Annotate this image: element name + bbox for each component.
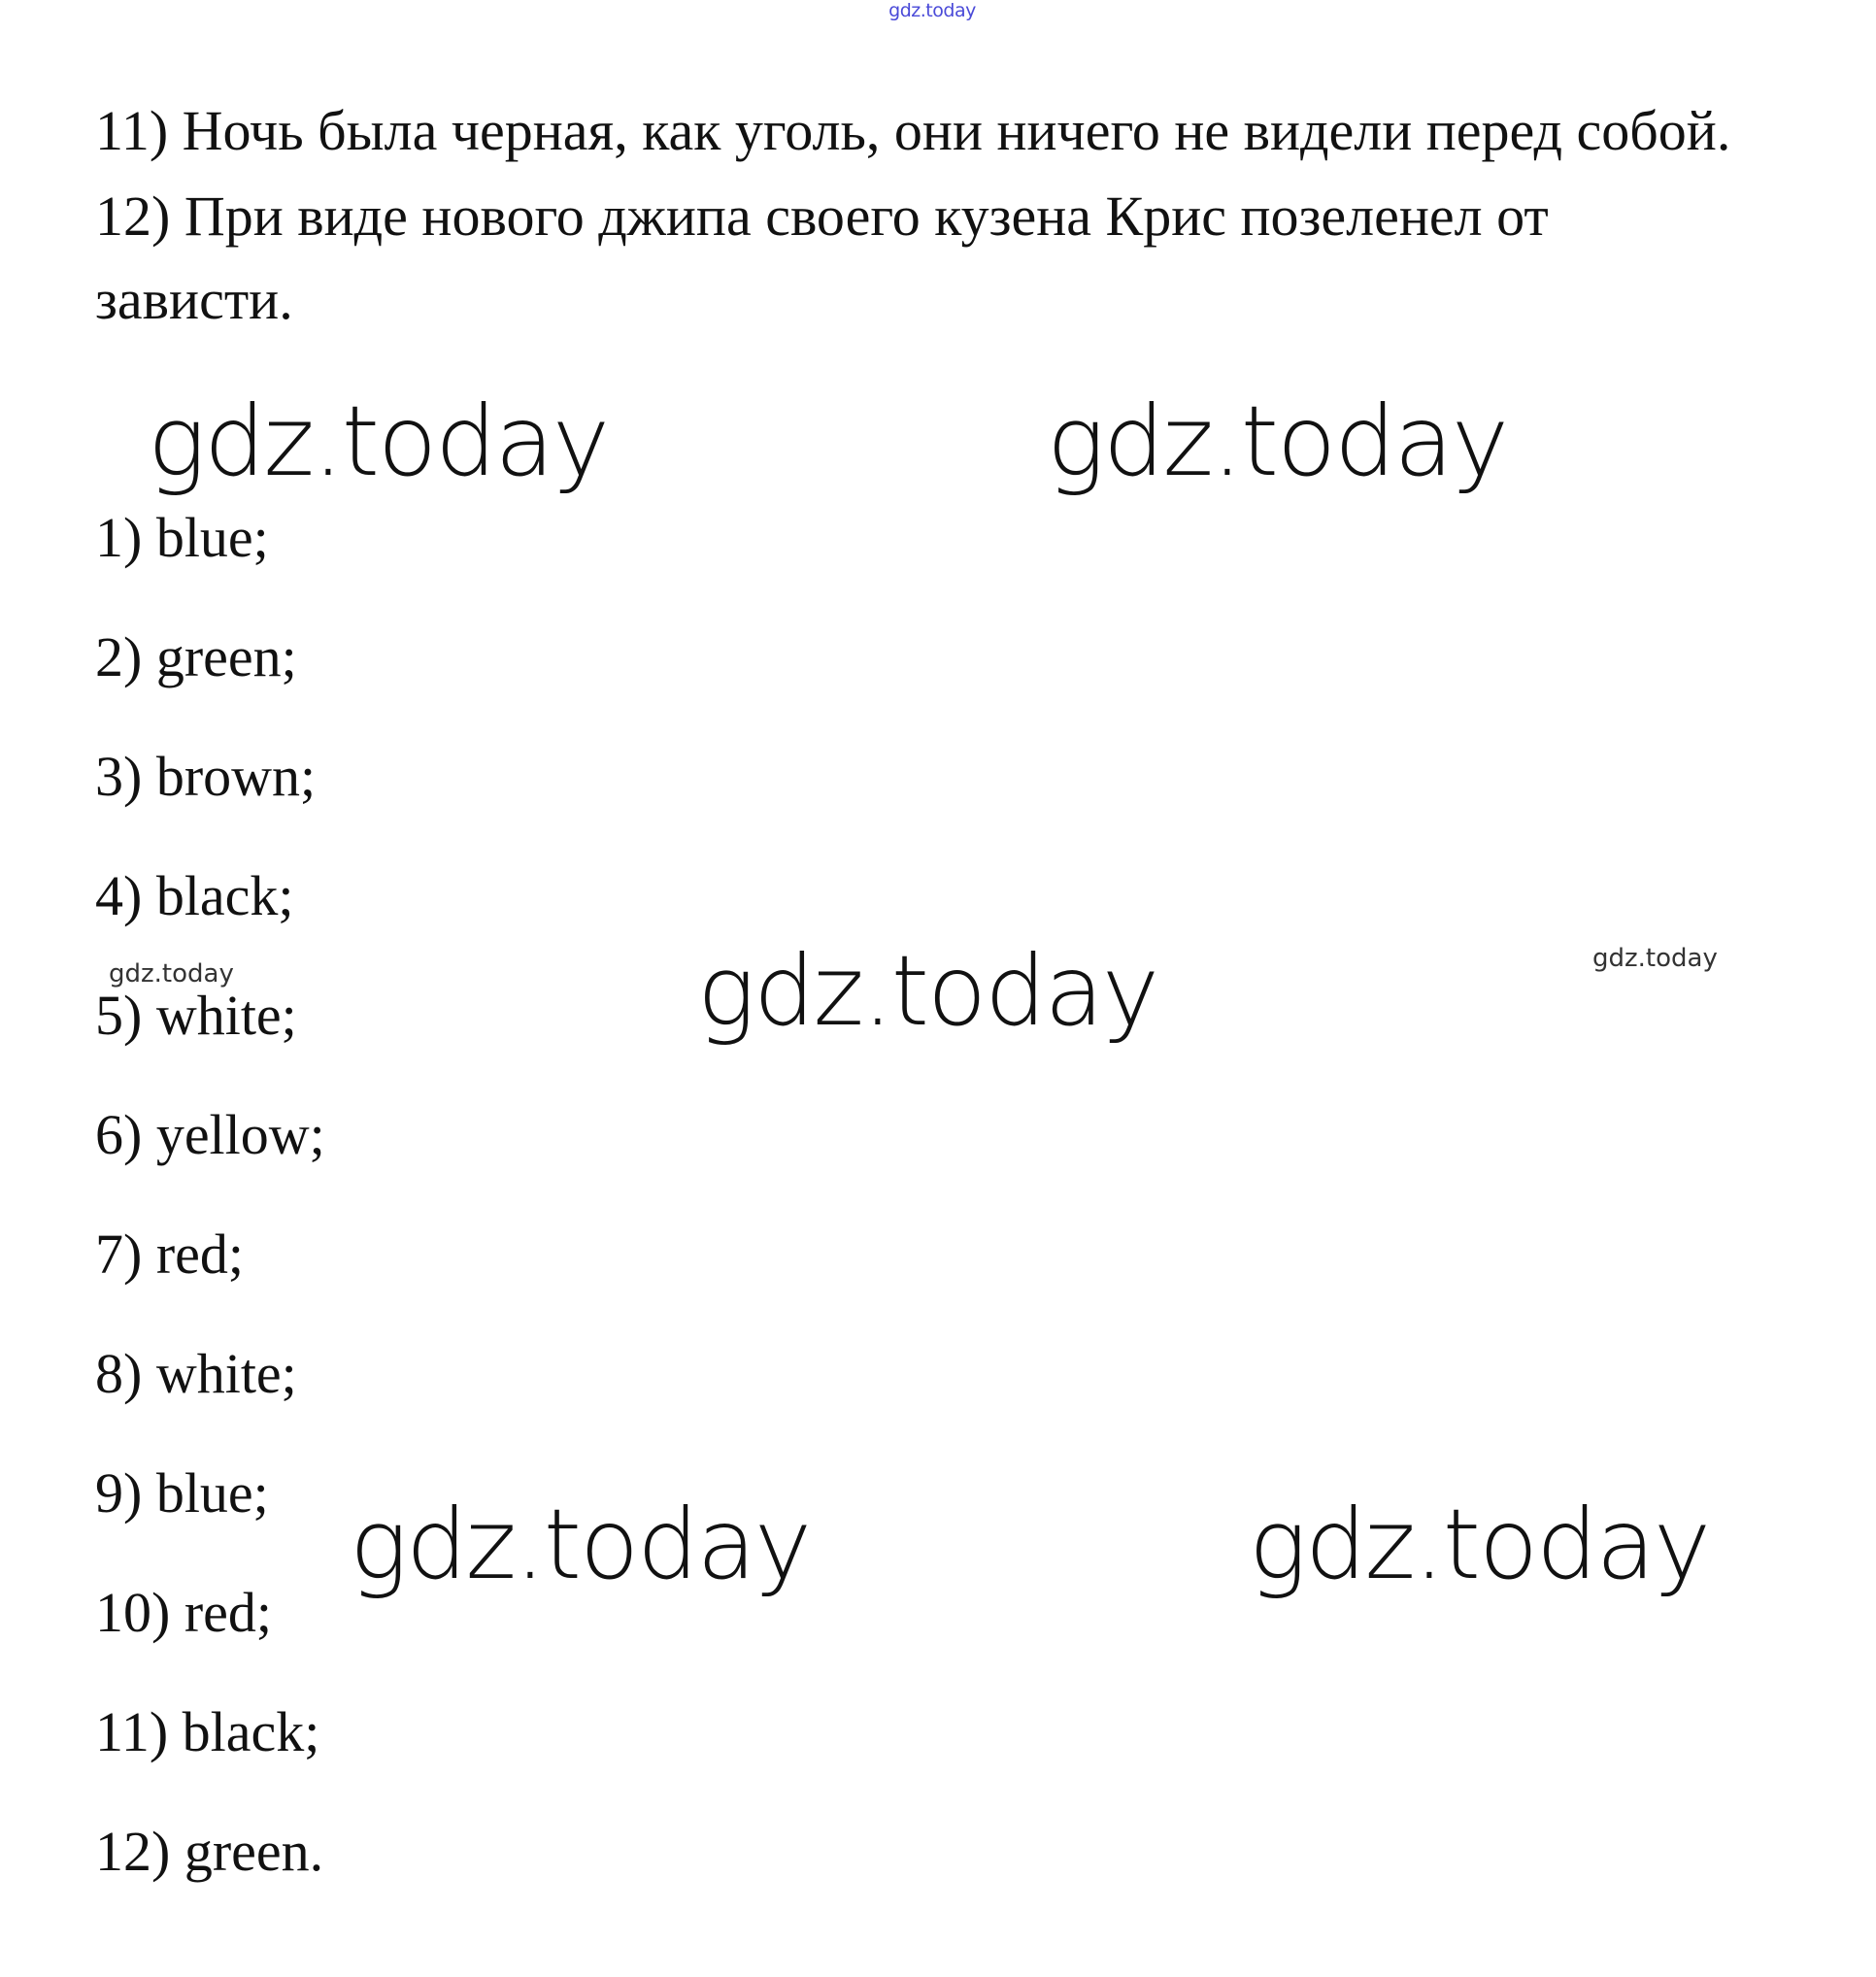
answer-item: 6) yellow; [95, 1103, 325, 1166]
answer-item: 8) white; [95, 1342, 297, 1405]
watermark-large: gdz.today [148, 385, 609, 498]
watermark-large: gdz.today [350, 1488, 811, 1601]
watermark-large: gdz.today [1047, 385, 1508, 498]
sentence-12: 12) При виде нового джипа своего кузена Крис позеленел от зависти. [95, 184, 1549, 331]
answer-item: 2) green; [95, 625, 297, 688]
top-watermark: gdz.today [888, 0, 976, 21]
watermark-large: gdz.today [1249, 1488, 1710, 1601]
watermark-large: gdz.today [697, 934, 1158, 1048]
answer-item: 1) blue; [95, 506, 269, 569]
sentence-11: 11) Ночь была черная, как уголь, они ничего не видели перед собой. [95, 99, 1731, 162]
answer-item: 10) red; [95, 1581, 272, 1644]
watermark-small: gdz.today [109, 959, 234, 988]
answer-list [95, 499, 325, 1932]
watermark-small: gdz.today [1592, 944, 1718, 973]
answer-item: 5) white; [95, 984, 297, 1047]
answer-item: 7) red; [95, 1223, 244, 1286]
answer-item: 12) green. [95, 1820, 324, 1883]
answer-item: 11) black; [95, 1700, 320, 1763]
answer-item: 3) brown; [95, 745, 317, 808]
answer-item: 4) black; [95, 864, 294, 927]
answer-item: 9) blue; [95, 1461, 269, 1525]
